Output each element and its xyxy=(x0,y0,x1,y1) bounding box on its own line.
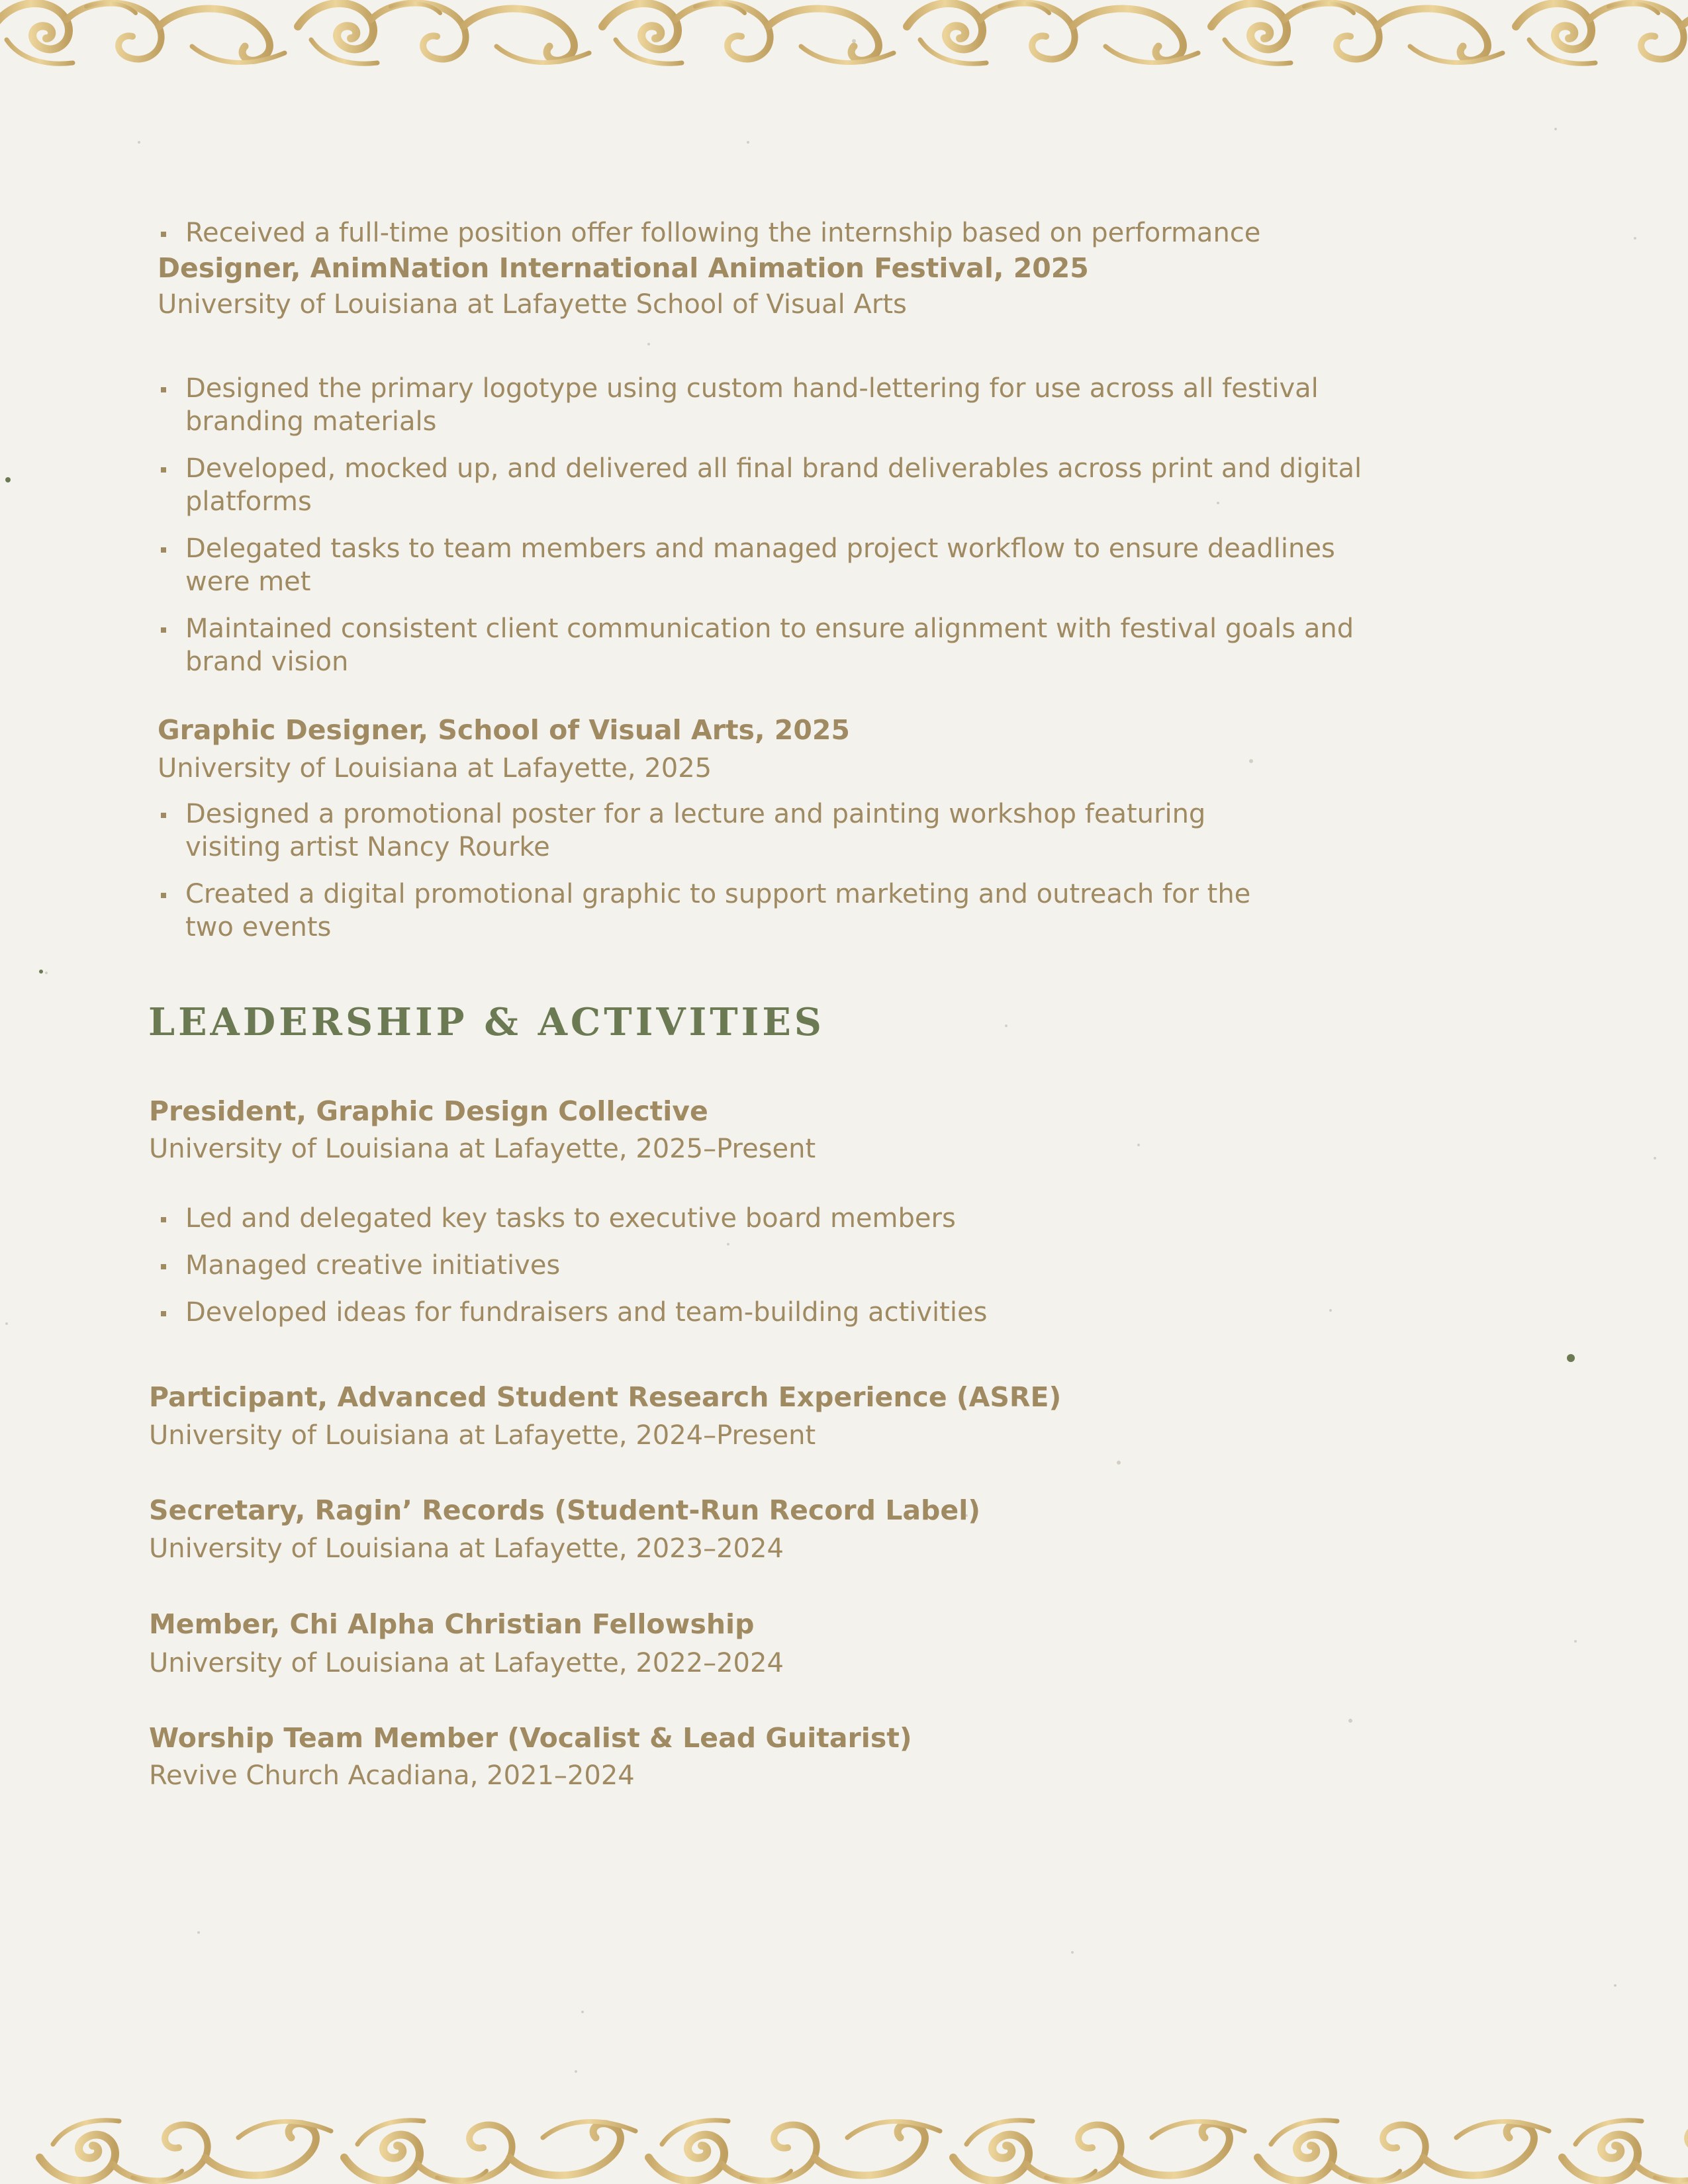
bullet-icon xyxy=(161,1311,166,1316)
list-item: Maintained consistent client communication to ensure alignment with festival goals and brand vision xyxy=(157,612,1368,678)
list-item: Designed the primary logotype using custom hand-lettering for use across all festival branding materials xyxy=(157,372,1368,438)
bullet-icon xyxy=(161,232,166,237)
list-item: Developed ideas for fundraisers and team-building activities xyxy=(157,1296,1348,1329)
leadership-organization: University of Louisiana at Lafayette, 2023–2024 xyxy=(149,1533,784,1564)
job-title: Graphic Designer, School of Visual Arts, 2025 xyxy=(158,714,850,746)
leadership-title: President, Graphic Design Collective xyxy=(149,1095,708,1127)
job-bullets xyxy=(157,372,1368,678)
leadership-organization: University of Louisiana at Lafayette, 2024–Present xyxy=(149,1420,816,1451)
bullet-icon xyxy=(161,813,166,818)
bullet-icon xyxy=(161,1264,166,1269)
section-heading-leadership: LEADERSHIP & ACTIVITIES xyxy=(148,1000,825,1044)
list-item: Developed, mocked up, and delivered all final brand deliverables across print and digital platforms xyxy=(157,452,1368,518)
job-organization: University of Louisiana at Lafayette School of Visual Arts xyxy=(158,289,907,320)
bullet-icon xyxy=(161,893,166,898)
leadership-title: Participant, Advanced Student Research Experience (ASRE) xyxy=(149,1381,1062,1413)
leadership-title: Member, Chi Alpha Christian Fellowship xyxy=(149,1608,755,1640)
job-bullets xyxy=(157,797,1295,944)
bullet-icon xyxy=(161,467,166,473)
list-item: Delegated tasks to team members and managed project workflow to ensure deadlines were met xyxy=(157,532,1368,598)
job-organization: University of Louisiana at Lafayette, 2025 xyxy=(158,753,712,784)
list-item: Received a full-time position offer following the internship based on performance xyxy=(157,216,1348,250)
list-item: Led and delegated key tasks to executive board members xyxy=(157,1202,1348,1235)
leadership-organization: Revive Church Acadiana, 2021–2024 xyxy=(149,1760,635,1791)
bullet-icon xyxy=(161,627,166,633)
bullet-icon xyxy=(161,547,166,553)
bullet-icon xyxy=(161,387,166,392)
bullet-icon xyxy=(161,1217,166,1222)
leadership-bullets xyxy=(157,1202,1348,1329)
list-item: Created a digital promotional graphic to support marketing and outreach for the two events xyxy=(157,878,1295,944)
leadership-organization: University of Louisiana at Lafayette, 2025–Present xyxy=(149,1134,816,1164)
list-item: Designed a promotional poster for a lecture and painting workshop featuring visiting artist Nancy Rourke xyxy=(157,797,1295,864)
job-title: Designer, AnimNation International Animation Festival, 2025 xyxy=(158,252,1089,284)
list-item: Managed creative initiatives xyxy=(157,1249,1348,1282)
leadership-title: Worship Team Member (Vocalist & Lead Guitarist) xyxy=(149,1722,912,1754)
leadership-organization: University of Louisiana at Lafayette, 2022–2024 xyxy=(149,1648,784,1678)
leadership-title: Secretary, Ragin’ Records (Student-Run Record Label) xyxy=(149,1494,980,1526)
previous-job-bullets xyxy=(157,216,1348,250)
